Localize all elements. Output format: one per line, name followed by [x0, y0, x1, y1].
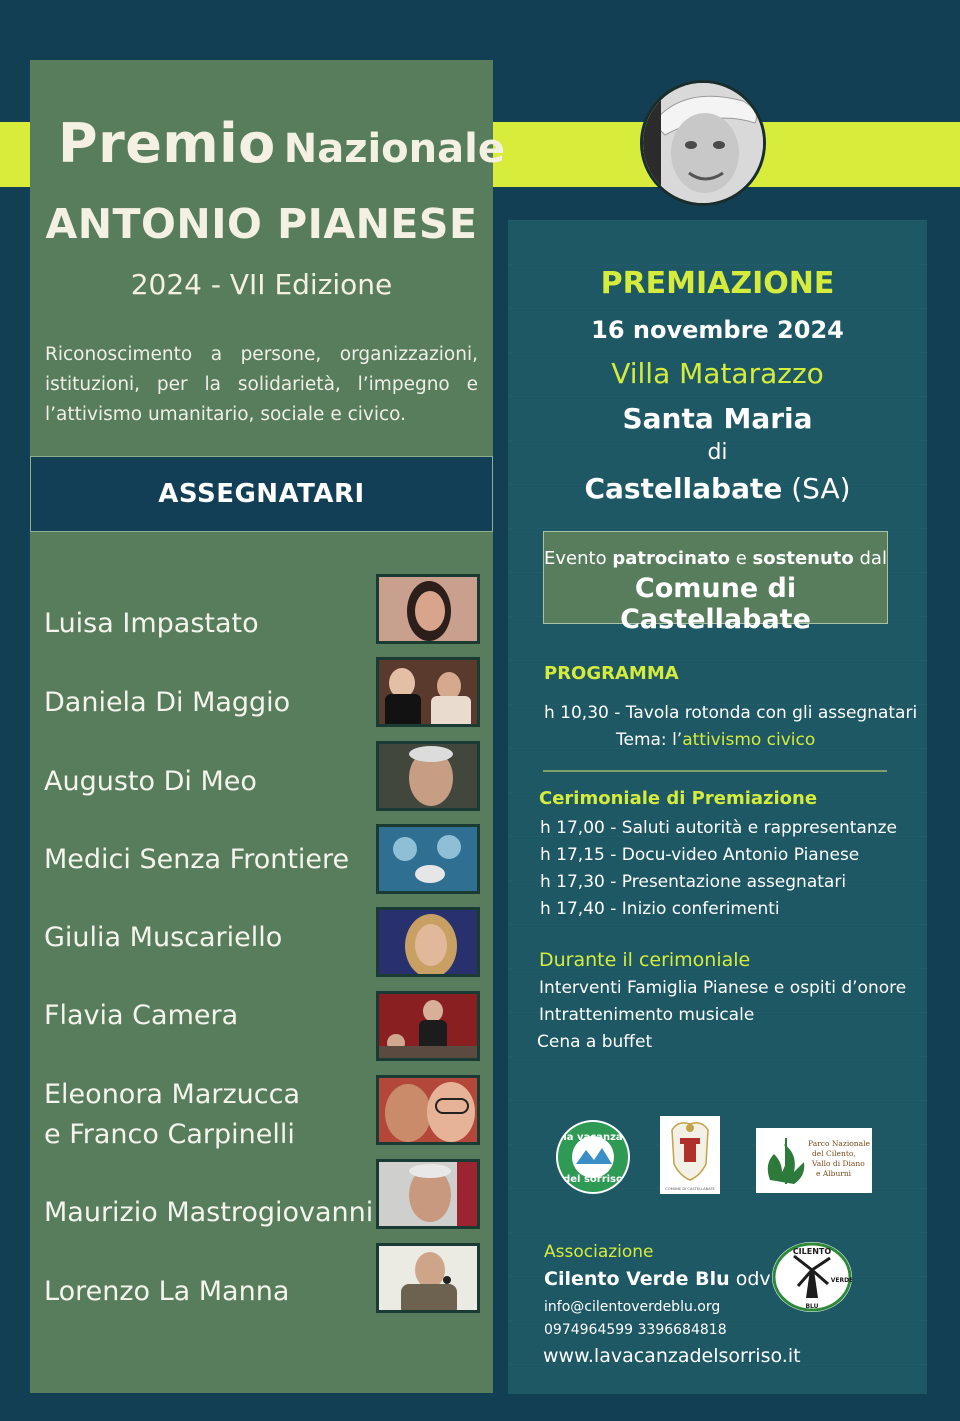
svg-text:e Alburni: e Alburni: [816, 1169, 852, 1178]
assegnatari-header: ASSEGNATARI: [30, 456, 493, 532]
event-town: Santa Maria: [622, 402, 813, 435]
comune-castellabate-crest: [660, 1116, 720, 1194]
parco-nazionale-logo: [756, 1128, 872, 1193]
person-name-second-line: e Franco Carpinelli: [44, 1119, 295, 1150]
award-edition: 2024 - VII Edizione: [130, 268, 393, 301]
person-name: Flavia Camera: [44, 1000, 239, 1031]
person-name: Lorenzo La Manna: [44, 1276, 290, 1307]
award-description: Riconoscimento a persone, organizzazioni, istituzioni, per la solidarietà, l’impegno e l’attivismo umanitario, sociale e civico.: [45, 344, 478, 425]
sponsor-name: Comune di Castellabate: [620, 573, 811, 635]
person-name: Medici Senza Frontiere: [44, 844, 350, 875]
durante-item: Intrattenimento musicale: [539, 1005, 755, 1025]
associazione-phones: 0974964599 3396684818: [544, 1322, 727, 1338]
person-photo: [376, 907, 480, 977]
svg-text:BLU: BLU: [805, 1303, 819, 1310]
event-city: [508, 472, 927, 505]
person-name: Luisa Impastato: [44, 608, 259, 639]
durante-item: Cena a buffet: [537, 1032, 653, 1052]
cerimoniale-item: h 17,15 - Docu-video Antonio Pianese: [540, 845, 860, 865]
sponsor-box: [543, 531, 888, 635]
cilento-verde-blu-logo: [772, 1242, 852, 1312]
cerimoniale-item: h 17,00 - Saluti autorità e rappresentanze: [540, 818, 897, 838]
durante-item: Interventi Famiglia Pianese e ospiti d’onore: [539, 978, 907, 998]
event-date: 16 novembre 2024: [591, 316, 844, 344]
event-di: di: [707, 440, 728, 465]
person-photo: [376, 1075, 480, 1145]
antonio-pianese-photo: [640, 80, 766, 206]
person-name: Augusto Di Meo: [44, 766, 257, 797]
person-photo: [376, 1243, 480, 1313]
person-photo: [376, 741, 480, 811]
svg-text:del Cilento,: del Cilento,: [812, 1149, 856, 1158]
vacanza-del-sorriso-logo: [556, 1120, 630, 1194]
programma-item: h 10,30 - Tavola rotonda con gli assegnatari: [544, 703, 918, 723]
premiazione-title: PREMIAZIONE: [600, 266, 835, 301]
svg-text:COMUNE DI CASTELLABATE: COMUNE DI CASTELLABATE: [665, 1187, 715, 1191]
event-venue: Villa Matarazzo: [611, 357, 824, 390]
divider: [543, 770, 887, 772]
svg-text:Parco Nazionale: Parco Nazionale: [808, 1139, 870, 1148]
associazione-website[interactable]: www.lavacanzadelsorriso.it: [543, 1345, 801, 1367]
city-province: (SA): [791, 472, 851, 505]
durante-title: Durante il cerimoniale: [539, 949, 751, 971]
award-title: [58, 112, 505, 175]
cerimoniale-item: h 17,30 - Presentazione assegnatari: [540, 872, 847, 892]
svg-text:CILENTO: CILENTO: [792, 1247, 832, 1256]
title-premio: Premio: [58, 112, 276, 175]
award-name: ANTONIO PIANESE: [45, 200, 478, 248]
svg-text:del sorriso: del sorriso: [563, 1174, 623, 1185]
svg-text:VERDE: VERDE: [830, 1277, 852, 1284]
person-name: Eleonora Marzucca: [44, 1079, 301, 1110]
svg-text:la vacanza: la vacanza: [563, 1132, 623, 1143]
person-photo: [376, 574, 480, 644]
cerimoniale-title: Cerimoniale di Premiazione: [539, 788, 818, 809]
associazione-label: Associazione: [544, 1242, 654, 1262]
cerimoniale-item: h 17,40 - Inizio conferimenti: [540, 899, 780, 919]
person-name: Giulia Muscariello: [44, 922, 283, 953]
svg-text:Vallo di Diano: Vallo di Diano: [812, 1159, 865, 1168]
sponsor-line: Evento patrocinato e sostenuto dal: [544, 548, 887, 569]
associazione-email[interactable]: info@cilentoverdeblu.org: [544, 1299, 721, 1315]
person-name: Maurizio Mastrogiovanni: [44, 1197, 374, 1228]
person-photo: [376, 657, 480, 727]
title-nazionale: Nazionale: [283, 126, 505, 172]
person-name: Daniela Di Maggio: [44, 687, 291, 718]
person-photo: [376, 991, 480, 1061]
person-photo: [376, 1159, 480, 1229]
person-photo: [376, 824, 480, 894]
programma-title: PROGRAMMA: [544, 663, 679, 684]
city-name: Castellabate: [584, 472, 783, 505]
associazione-name: Cilento Verde Blu odv: [544, 1268, 771, 1290]
programma-tema: Tema: l’attivismo civico: [616, 730, 816, 750]
